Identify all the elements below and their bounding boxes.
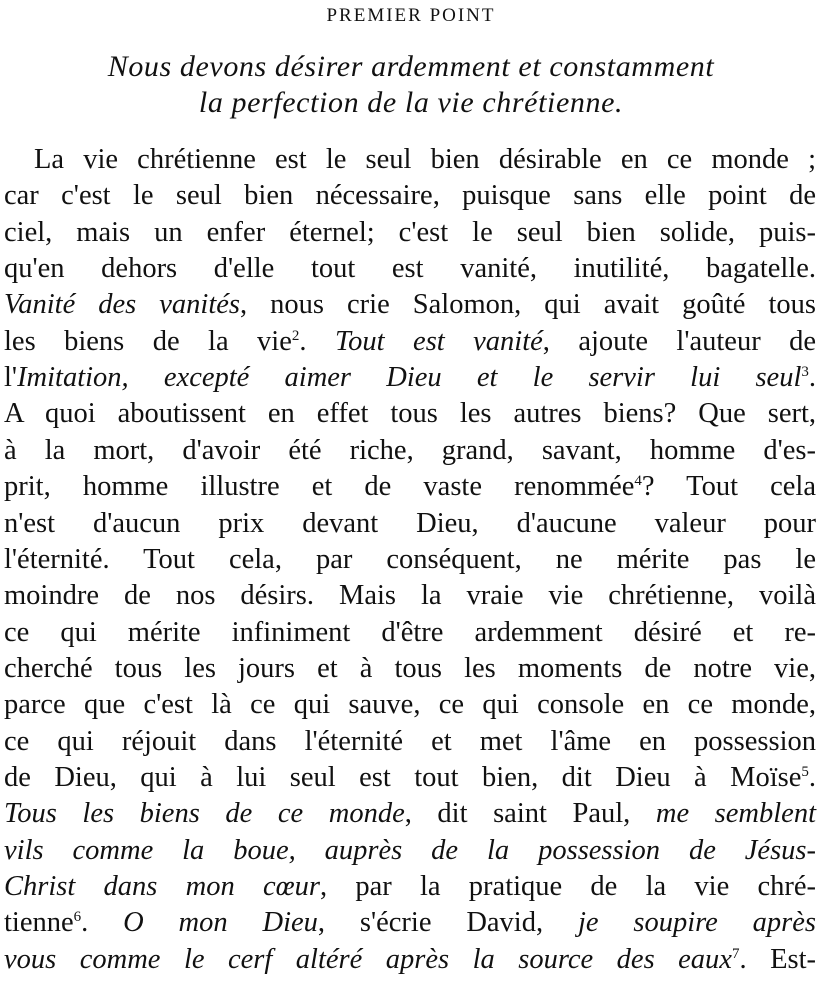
footnote-marker: 3 [801, 364, 809, 381]
text-run: . [808, 362, 816, 394]
text-line [4, 251, 816, 287]
italic-text: O mon Dieu [123, 907, 318, 939]
section-subtitle-line-2: la perfection de la vie chrétienne. [198, 86, 624, 119]
text-line [4, 178, 816, 214]
text-line [4, 396, 816, 432]
footnote-marker: 4 [634, 473, 642, 490]
text-run: ce qui réjouit dans l'éternité et met l'âme en possession [4, 725, 816, 757]
text-run: n'est d'aucun prix devant Dieu, d'aucune valeur pour [4, 507, 816, 539]
text-line [4, 542, 816, 578]
text-run: cherché tous les jours et à tous les moments de notre vie, [4, 652, 816, 684]
text-run: , ajoute l'auteur de [542, 325, 817, 357]
text-line [4, 942, 816, 978]
text-line [4, 324, 816, 360]
text-line [4, 905, 816, 941]
text-run: , par la pratique de la vie chré- [319, 871, 817, 902]
text-run: . [81, 907, 124, 939]
italic-text: Vanité des vanités [4, 289, 241, 321]
text-run: ce qui mérite infiniment d'être ardemment désiré et re- [4, 616, 816, 648]
italic-text: Imitation, excepté aimer Dieu et le servir lui seul [17, 362, 802, 394]
text-run: parce que c'est là ce qui sauve, ce qui console en ce monde, [4, 689, 816, 721]
italic-text: Christ dans mon cœur [4, 871, 320, 902]
text-line [4, 724, 816, 760]
text-line [4, 651, 816, 687]
italic-text: me semblent [655, 798, 816, 830]
footnote-marker: 7 [731, 945, 740, 962]
text-run: . Est- [739, 943, 816, 975]
text-line [4, 869, 816, 905]
text-line [4, 760, 816, 796]
text-run: l'éternité. Tout cela, par conséquent, ne mérite pas le [4, 543, 816, 575]
text-run: qu'en dehors d'elle tout est vanité, inutilité, bagatelle. [4, 253, 816, 285]
text-run: , s'écrie David, [317, 907, 578, 939]
text-run: ciel, mais un enfer éternel; c'est le seul bien solide, puis- [4, 216, 816, 248]
text-line [4, 615, 816, 651]
text-run: l' [4, 362, 18, 394]
text-line [4, 287, 816, 323]
text-run: de Dieu, qui à lui seul est tout bien, dit Dieu à Moïse [4, 761, 802, 793]
italic-text: Tout est vanité [334, 325, 543, 357]
text-run: les biens de la vie [4, 325, 292, 357]
text-run: . [808, 761, 816, 793]
footnote-marker: 2 [291, 327, 300, 344]
italic-text: Tous les biens de ce monde [4, 798, 405, 830]
text-run: , nous crie Salomon, qui avait goûté tous [240, 289, 816, 321]
text-run: La vie chrétienne est le seul bien désirable en ce monde ; [34, 144, 816, 175]
footnote-marker: 5 [801, 763, 809, 780]
text-line [4, 833, 816, 869]
text-line [4, 506, 816, 542]
text-run: . [299, 325, 335, 357]
text-run: , dit saint Paul, [404, 798, 656, 830]
text-line [4, 796, 816, 832]
text-line [4, 578, 816, 614]
text-line [4, 469, 816, 505]
text-run: moindre de nos désirs. Mais la vraie vie chrétienne, voilà [4, 580, 816, 612]
section-heading: PREMIER POINT [326, 5, 496, 26]
italic-text: vils comme la boue, auprès de la possession de Jésus- [4, 834, 816, 866]
text-run: car c'est le seul bien nécessaire, puisque sans elle point de [4, 180, 816, 212]
text-run: ? Tout cela [641, 471, 816, 503]
text-run: tienne [4, 907, 74, 939]
text-run: prit, homme illustre et de vaste renommée [4, 471, 635, 503]
text-line [4, 142, 816, 178]
text-run: A quoi aboutissent en effet tous les autres biens? Que sert, [4, 398, 816, 430]
text-run: à la mort, d'avoir été riche, grand, savant, homme d'es- [4, 434, 816, 466]
italic-text: je soupire après [577, 907, 817, 939]
footnote-marker: 6 [73, 909, 82, 926]
text-line [4, 433, 816, 469]
italic-text: vous comme le cerf altéré après la source des eaux [4, 943, 732, 975]
text-line [4, 360, 816, 396]
text-line [4, 687, 816, 723]
text-line [4, 215, 816, 251]
section-subtitle-line-1: Nous devons désirer ardemment et constamment [107, 50, 715, 83]
